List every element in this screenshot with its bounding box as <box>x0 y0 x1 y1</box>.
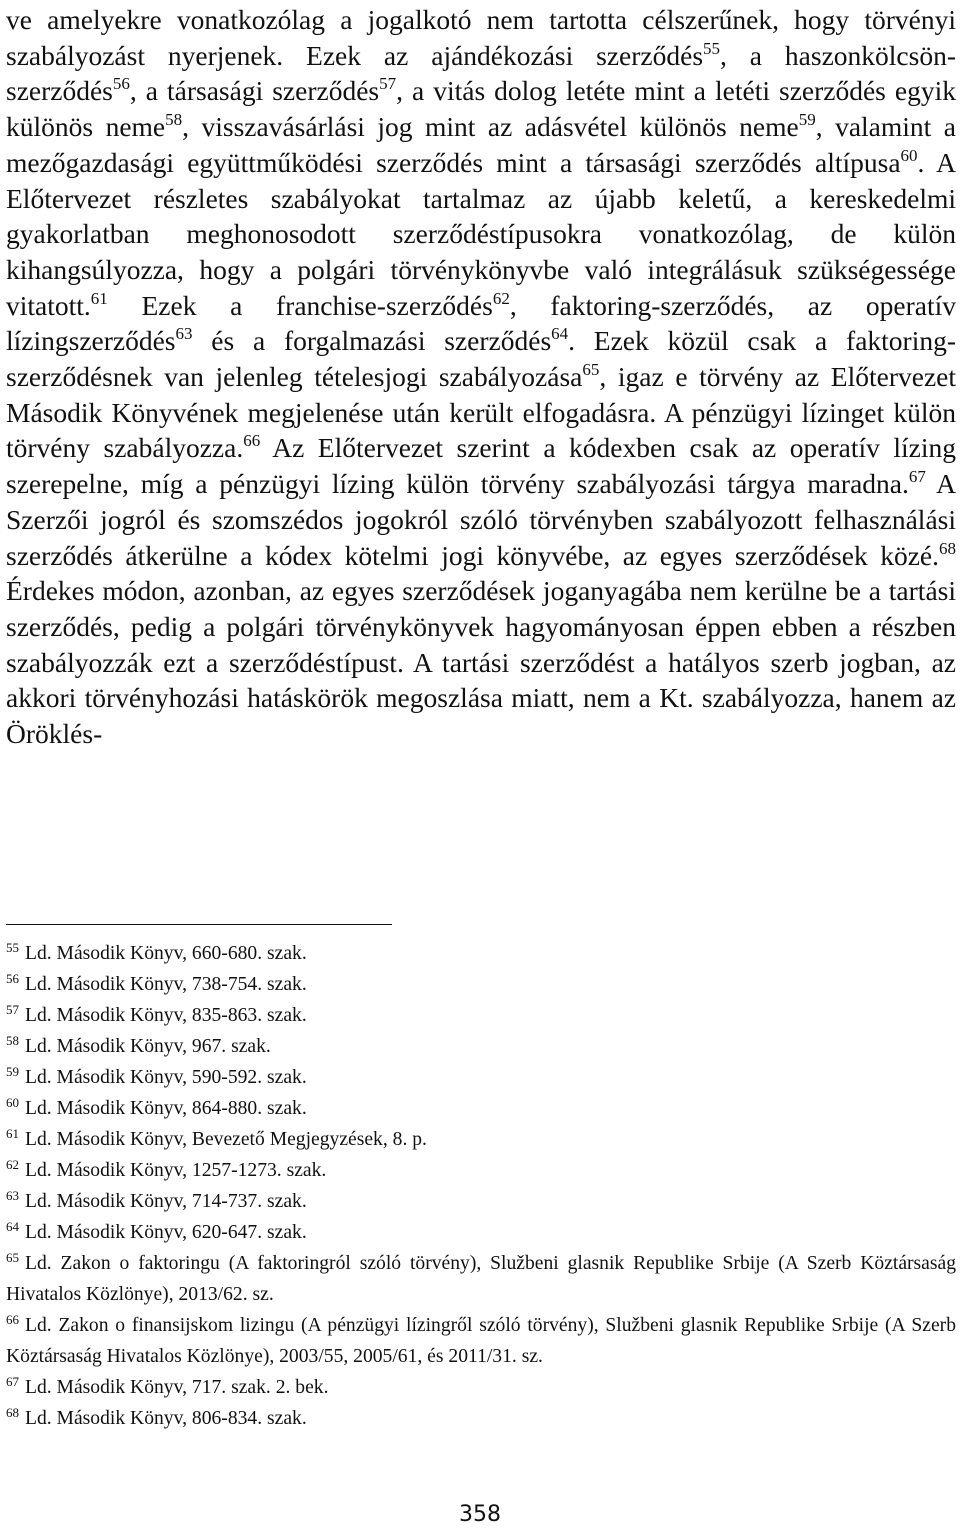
body-text-segment: , a vitás dolog letéte mint a letéti szerződés egyik különös neme <box>6 75 956 143</box>
body-paragraph <box>6 2 956 752</box>
footnote-number: 62 <box>6 1157 19 1172</box>
footnote-item <box>6 1186 956 1217</box>
footnote-item <box>6 938 956 969</box>
footnote-text: Ld. Második Könyv, 806-834. szak. <box>25 1408 307 1429</box>
body-text-segment: Érdekes módon, azonban, az egyes szerződések joganyagába nem kerülne be a tartási szerződés, pedig a polgári törvénykönyvek hagyományosan éppen ebben a részben szabályozzák ezt a szerződéstípust. A tartási szerződést a hatályos szerb jogban, az akkori törvényhozási hatáskörök megoszlása miatt, nem a Kt. szabályozza, hanem az Öröklés- <box>6 575 956 750</box>
footnote-reference[interactable]: 59 <box>798 110 816 130</box>
body-text-segment: Az Előtervezet szerint a kódexben csak az operatív lízing szerepelne, míg a pénzügyi lízing külön törvény szabályozási tárgya maradna. <box>6 432 956 500</box>
footnote-reference[interactable]: 60 <box>900 145 918 165</box>
footnote-text: Ld. Második Könyv, 835-863. szak. <box>25 1005 307 1026</box>
footnote-number: 60 <box>6 1095 19 1110</box>
body-text-segment: . A Előtervezet részletes szabályokat tartalmaz az újabb keletű, a kereskedelmi gyakorlatban meghonosodott szerződéstípusokra vonatkozólag, de külön kihangsúlyozza, hogy a polgári törvénykönyvbe való integrálásuk szükségessége vitatott. <box>6 146 956 321</box>
footnote-text: Ld. Második Könyv, 1257-1273. szak. <box>25 1160 327 1181</box>
footnote-number: 59 <box>6 1064 19 1079</box>
footnote-reference[interactable]: 66 <box>243 431 261 451</box>
footnote-item <box>6 1372 956 1403</box>
footnote-item <box>6 1093 956 1124</box>
footnote-text: Ld. Második Könyv, 660-680. szak. <box>25 943 307 964</box>
footnote-text: Ld. Második Könyv, 738-754. szak. <box>25 974 307 995</box>
footnote-item <box>6 1155 956 1186</box>
footnote-text: Ld. Második Könyv, 864-880. szak. <box>25 1098 307 1119</box>
footnote-reference[interactable]: 68 <box>939 538 956 558</box>
body-text-segment: , a társasági szerződés <box>129 75 380 107</box>
body-text-segment: , faktoring-szerződés, az operatív lízingszerződés <box>6 289 957 357</box>
footnote-item <box>6 1124 956 1155</box>
footnote-reference[interactable]: 55 <box>703 38 721 58</box>
footnote-item <box>6 1031 956 1062</box>
body-text-segment: ve amelyekre vonatkozólag a jogalkotó nem tartotta célszerűnek, hogy törvényi szabályozást nyerjenek. Ezek az ajándékozási szerződés <box>6 4 956 71</box>
footnote-number: 68 <box>6 1405 19 1420</box>
footnote-item <box>6 969 956 1000</box>
footnote-reference[interactable]: 64 <box>551 324 569 344</box>
footnote-item <box>6 1217 956 1248</box>
footnote-number: 56 <box>6 971 19 986</box>
footnote-reference[interactable]: 58 <box>165 110 183 130</box>
footnote-reference[interactable]: 61 <box>90 288 108 308</box>
footnote-reference[interactable]: 63 <box>175 324 193 344</box>
footnote-text: Ld. Második Könyv, 967. szak. <box>25 1036 271 1057</box>
footnotes-section <box>6 938 956 1434</box>
body-text-segment: Ezek a franchise-szerződés <box>107 289 493 321</box>
page-number: 358 <box>459 1502 501 1527</box>
footnote-item <box>6 1248 956 1310</box>
footnote-reference[interactable]: 67 <box>908 467 926 487</box>
footnote-item <box>6 1062 956 1093</box>
footnote-reference[interactable]: 56 <box>112 74 130 94</box>
footnote-number: 57 <box>6 1002 19 1017</box>
footnote-item <box>6 1310 956 1372</box>
footnote-number: 63 <box>6 1188 19 1203</box>
footnote-reference[interactable]: 65 <box>582 360 600 380</box>
footnote-number: 67 <box>6 1374 19 1389</box>
body-text-segment: , valamint a mezőgazdasági együttműködési szerződés mint a társasági szerződés altípusa <box>6 111 957 178</box>
body-text-segment: , igaz e törvény az Előtervezet Második Könyvének megjelenése után került elfogadásra. A pénzügyi lízinget külön törvény szabályozza. <box>6 361 957 464</box>
footnote-reference[interactable]: 57 <box>379 74 397 94</box>
footnote-separator <box>6 924 392 925</box>
footnote-number: 66 <box>6 1312 19 1327</box>
body-text-segment: . Ezek közül csak a faktoring-szerződésnek van jelenleg tételesjogi szabályozása <box>6 325 956 393</box>
footnote-item <box>6 1000 956 1031</box>
body-text-segment: A Szerzői jogról és szomszédos jogokról szóló törvényben szabályozott felhasználási szerződés átkerülne a kódex kötelmi jogi könyvébe, az egyes szerződések közé. <box>6 468 956 571</box>
footnote-text: Ld. Zakon o faktoringu (A faktoringról szóló törvény), Službeni glasnik Republike Srbije (A Szerb Köztársaság Hivatalos Közlönye), 2013/62. sz. <box>6 1253 956 1305</box>
body-text-segment: , visszavásárlási jog mint az adásvétel különös neme <box>182 111 799 143</box>
footnote-reference[interactable]: 62 <box>492 288 510 308</box>
footnote-number: 61 <box>6 1126 19 1141</box>
footnote-text: Ld. Második Könyv, 714-737. szak. <box>25 1191 307 1212</box>
footnote-item <box>6 1403 956 1434</box>
body-text-segment: és a forgalmazási szerződés <box>192 325 552 357</box>
footnote-text: Ld. Második Könyv, 620-647. szak. <box>25 1222 307 1243</box>
footnote-number: 58 <box>6 1033 19 1048</box>
footnote-text: Ld. Zakon o finansijskom lizingu (A pénzügyi lízingről szóló törvény), Službeni glasnik Republike Srbije (A Szerb Köztársaság Hivatalos Közlönye), 2003/55, 2005/61, és 2011/31. sz. <box>6 1315 956 1367</box>
footnote-number: 64 <box>6 1219 19 1234</box>
footnote-text: Ld. Második Könyv, 717. szak. 2. bek. <box>25 1377 329 1398</box>
footnote-text: Ld. Második Könyv, Bevezető Megjegyzések, 8. p. <box>25 1129 427 1150</box>
footnote-number: 55 <box>6 940 19 955</box>
footnote-text: Ld. Második Könyv, 590-592. szak. <box>25 1067 307 1088</box>
body-text-segment: , a haszonkölcsön-szerződés <box>6 39 956 107</box>
footnote-number: 65 <box>6 1250 19 1265</box>
